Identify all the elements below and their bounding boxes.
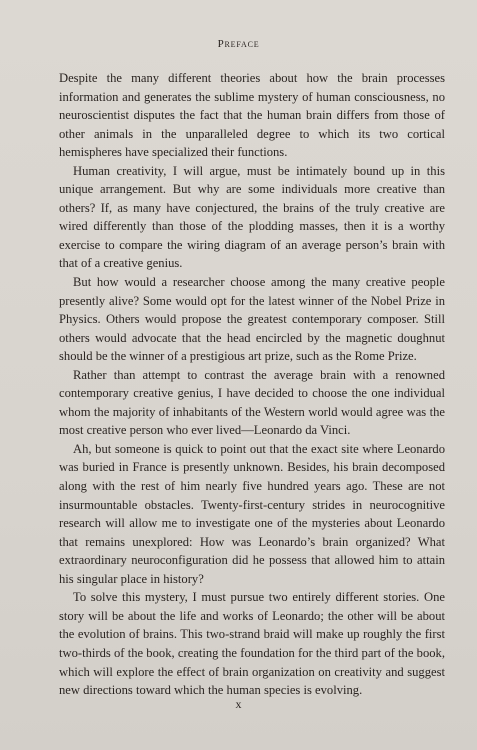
paragraph: Rather than attempt to contrast the average brain with a renowned contemporary creative genius, I have decided to choose the one individual whom the majority of inhabitants of the Western world would agree was the most creative person who ever lived—Leonardo da Vinci.: [59, 367, 445, 438]
paragraph: But how would a researcher choose among the many creative people presently alive? Some would opt for the latest winner of the Nobel Prize in Physics. Others would propose the greatest contemporary composer. Still others would advocate that the head encircled by the magnetic doughnut should be the winner of a prestigious art prize, such as the Rome Prize.: [59, 275, 445, 364]
body-text: [59, 69, 445, 700]
paragraph: Despite the many different theories about how the brain processes information and generates the sublime mystery of human consciousness, no neuroscientist disputes the fact that the human brain differs from those of other animals in the unparalleled degree to which its two cortical hemispheres have specialized their functions.: [59, 71, 445, 160]
page-number: x: [235, 697, 242, 711]
paragraph: Human creativity, I will argue, must be intimately bound up in this unique arrangement. But why are some individuals more creative than others? If, as many have conjectured, the brains of the truly creative are wired differently than those of the plodding masses, then it is a worthy exercise to compare the wiring diagram of an average person’s brain with that of a creative genius.: [59, 163, 445, 271]
paragraph: Ah, but someone is quick to point out that the exact site where Leonardo was buried in France is presently unknown. Besides, his brain decomposed along with the rest of him nearly five hundred years ago. These are not insurmountable obstacles. Twenty-first-century strides in neurocognitive research will allow me to investigate one of the mysteries about Leonardo that remains unexplored: How was Leonardo’s brain organized? What extraordinary neuroconfiguration did he possess that allowed him to attain his singular place in history?: [59, 441, 445, 586]
running-head: Preface: [217, 38, 260, 50]
paragraph: To solve this mystery, I must pursue two entirely different stories. One story will be about the life and works of Leonardo; the other will be about the evolution of brains. This two-strand braid will make up roughly the first two-thirds of the book, creating the foundation for the third part of the book, which will explore the effect of brain organization on creativity and suggest new directions toward which the human species is evolving.: [59, 590, 445, 698]
